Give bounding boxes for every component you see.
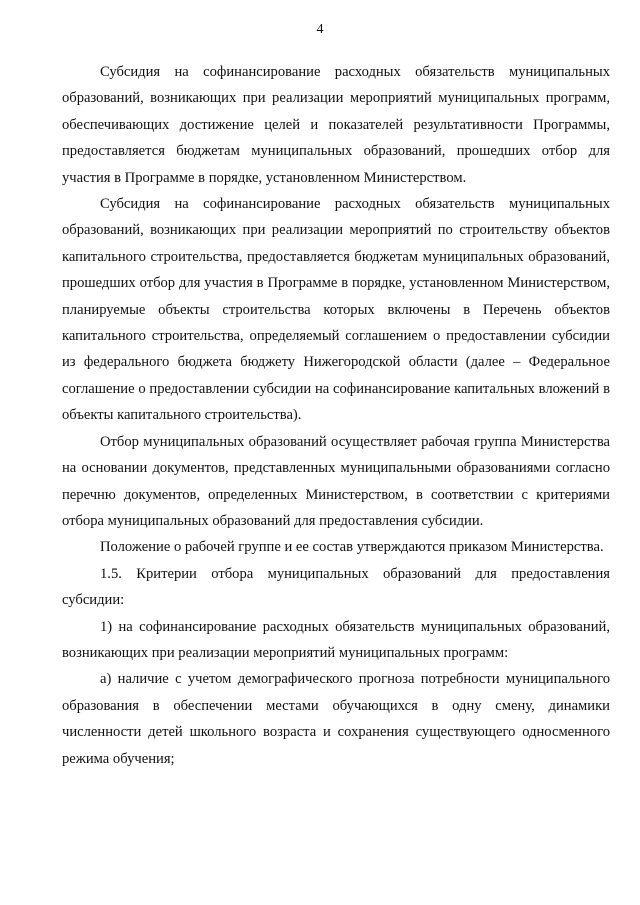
paragraph-criteria-item-a: а) наличие с учетом демографического прогноза потребности муниципального образования в обеспечении местами обучающихся в одну смену, динамики численности детей школьного возраста и сохранения существующего односменного режима обучения; bbox=[62, 671, 610, 767]
document-body bbox=[62, 59, 610, 772]
paragraph-subsidy-municipal-programs: Субсидия на софинансирование расходных обязательств муниципальных образований, возникающих при реализации мероприятий муниципальных программ, обеспечивающих достижение целей и показателей результативности Программы, предоставляется бюджетам муниципальных образований, прошедших отбор для участия в Программе в порядке, установленном Министерством. bbox=[62, 64, 610, 186]
paragraph-subsidy-capital-construction: Субсидия на софинансирование расходных обязательств муниципальных образований, возникающих при реализации мероприятий по строительству объектов капитального строительства, предоставляется бюджетам муниципальных образований, прошедших отбор для участия в Программе в порядке, установленном Министерством, планируемые объекты строительства которых включены в Перечень объектов капитального строительства, определяемый соглашением о предоставлении субсидии из федерального бюджета бюджету Нижегородской области (далее – Федеральное соглашение о предоставлении субсидии на софинансирование капитальных вложений в объекты капитального строительства). bbox=[62, 196, 610, 424]
paragraph-working-group-regulation: Положение о рабочей группе и ее состав утверждаются приказом Министерства. bbox=[100, 539, 604, 556]
paragraph-criteria-item-1: 1) на софинансирование расходных обязательств муниципальных образований, возникающих при реализации мероприятий муниципальных программ: bbox=[62, 618, 610, 661]
paragraph-selection-working-group: Отбор муниципальных образований осуществляет рабочая группа Министерства на основании документов, представленных муниципальными образованиями согласно перечню документов, определенных Министерством, в соответствии с критериями отбора муниципальных образований для предоставления субсидии. bbox=[62, 433, 610, 529]
page-number: 4 bbox=[316, 22, 324, 37]
paragraph-section-1-5-criteria: 1.5. Критерии отбора муниципальных образований для предоставления субсидии: bbox=[62, 565, 610, 609]
